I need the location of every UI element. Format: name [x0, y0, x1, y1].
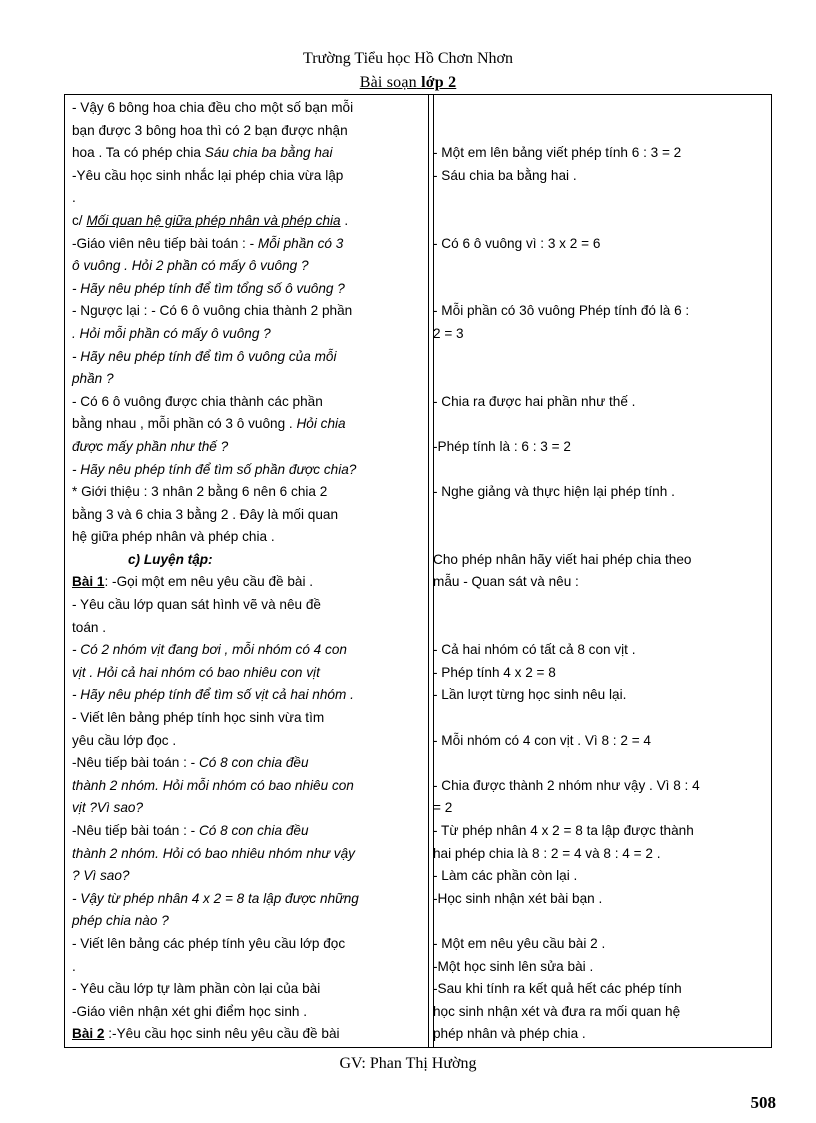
text: : -Gọi một em nêu yêu cầu đề bài .: [104, 574, 314, 590]
line: - Hãy nêu phép tính để tìm tổng số ô vuông ?: [72, 280, 345, 296]
line: - Hãy nêu phép tính để tìm ô vuông của mỗi: [72, 348, 337, 364]
line: [72, 233, 424, 256]
text: -Nêu tiếp bài toán : -: [72, 755, 199, 771]
line: -Sau khi tính ra kết quả hết các phép tính: [433, 981, 682, 997]
text: bằng nhau , mỗi phần có 3 ô vuông .: [72, 416, 297, 432]
line: = 2: [433, 800, 453, 816]
line: phép nhân và phép chia .: [433, 1026, 586, 1042]
line: -Phép tính là : 6 : 3 = 2: [433, 438, 571, 454]
line: - Mỗi phần có 3ô vuông Phép tính đó là 6 :: [433, 303, 690, 319]
line: -Giáo viên nhận xét ghi điểm học sinh .: [72, 1003, 308, 1019]
line: [72, 752, 424, 775]
line: - Vậy 6 bông hoa chia đều cho một số bạn mỗi: [72, 100, 354, 115]
text: .: [340, 212, 349, 228]
line: phép chia nào ?: [72, 913, 169, 929]
line: - Có 6 ô vuông được chia thành các phần: [72, 393, 323, 409]
line: - Hãy nêu phép tính để tìm số phần được chia?: [72, 461, 357, 477]
line: hai phép chia là 8 : 2 = 4 và 8 : 4 = 2 .: [433, 845, 661, 861]
text: -Nêu tiếp bài toán : -: [72, 823, 199, 838]
page-number: 508: [750, 1093, 776, 1112]
text: c/: [72, 212, 87, 228]
line: . Hỏi mỗi phần có mấy ô vuông ?: [72, 325, 271, 341]
line: - Ngược lại : - Có 6 ô vuông chia thành 2 phần: [72, 303, 353, 319]
line: - Mỗi nhóm có 4 con vịt . Vì 8 : 2 = 4: [433, 732, 651, 748]
line: - Chia được thành 2 nhóm như vậy . Vì 8 : 4: [433, 777, 700, 793]
line: [72, 571, 424, 594]
exercise-1-label: Bài 1: [72, 574, 105, 590]
text: Hỏi chia: [296, 416, 346, 432]
section-heading: Mối quan hệ giữa phép nhân và phép chia: [86, 212, 341, 228]
line: - Nghe giảng và thực hiện lại phép tính .: [433, 484, 675, 500]
teacher-activities-column: [72, 97, 424, 1046]
line: 2 = 3: [433, 325, 464, 341]
line: ? Vì sao?: [72, 868, 130, 884]
text: Sáu chia ba bằng hai: [204, 145, 333, 161]
line: -Một học sinh lên sửa bài .: [433, 958, 594, 974]
line: phần ?: [72, 371, 114, 387]
line: thành 2 nhóm. Hỏi mỗi nhóm có bao nhiêu con: [72, 777, 354, 793]
line: - Có 2 nhóm vịt đang bơi , mỗi nhóm có 4 con: [72, 642, 347, 658]
line: - Có 6 ô vuông vì : 3 x 2 = 6: [433, 235, 601, 251]
plan-prefix: Bài soạn: [359, 74, 417, 91]
school-name: Trường Tiểu học Hồ Chơn Nhơn: [303, 50, 513, 67]
line: học sinh nhận xét và đưa ra mối quan hệ: [433, 1003, 681, 1019]
line: * Giới thiệu : 3 nhân 2 bằng 6 nên 6 chia 2: [72, 484, 328, 500]
line: vịt . Hỏi cả hai nhóm có bao nhiêu con vịt: [72, 664, 320, 680]
line: .: [72, 190, 76, 206]
text: Mỗi phần có 3: [257, 235, 344, 251]
lesson-plan-title: [0, 74, 816, 92]
line: - Chia ra được hai phần như thế .: [433, 393, 636, 409]
text: :-Yêu cầu học sinh nêu yêu cầu đề bài: [104, 1026, 340, 1042]
line: [72, 142, 424, 165]
line: yêu cầu lớp đọc .: [72, 732, 177, 748]
line: - Viết lên bảng phép tính học sinh vừa tìm: [72, 710, 325, 726]
line: - Yêu cầu lớp tự làm phần còn lại của bài: [72, 981, 321, 997]
line: - Vậy từ phép nhân 4 x 2 = 8 ta lập được những: [72, 890, 359, 906]
line: mẫu - Quan sát và nêu :: [433, 574, 579, 590]
line: - Hãy nêu phép tính để tìm số vịt cả hai nhóm .: [72, 687, 354, 703]
line: thành 2 nhóm. Hỏi có bao nhiêu nhóm như vậy: [72, 845, 355, 861]
line: [72, 413, 424, 436]
line: bằng 3 và 6 chia 3 bằng 2 . Đây là mối quan: [72, 506, 339, 522]
line: được mấy phần như thế ?: [72, 438, 229, 454]
line: -Học sinh nhận xét bài bạn .: [433, 890, 603, 906]
line: - Yêu cầu lớp quan sát hình vẽ và nêu đề: [72, 597, 321, 613]
text: -Giáo viên nêu tiếp bài toán : -: [72, 235, 258, 251]
line: - Viết lên bảng các phép tính yêu cầu lớp đọc: [72, 935, 346, 951]
text: Có 8 con chia đều: [198, 755, 309, 771]
text: hoa . Ta có phép chia: [72, 145, 205, 161]
line: - Từ phép nhân 4 x 2 = 8 ta lập được thành: [433, 823, 694, 838]
line: - Làm các phần còn lại .: [433, 868, 578, 884]
line: Cho phép nhân hãy viết hai phép chia theo: [433, 551, 692, 567]
student-activities-column: [433, 97, 769, 1046]
line: - Lần lượt từng học sinh nêu lại.: [433, 687, 627, 703]
exercise-2-label: Bài 2: [72, 1026, 105, 1042]
line: -Yêu cầu học sinh nhắc lại phép chia vừa lập: [72, 167, 344, 183]
line: [72, 1023, 424, 1046]
line: - Phép tính 4 x 2 = 8: [433, 664, 556, 680]
line: [72, 820, 424, 843]
line: - Một em nêu yêu cầu bài 2 .: [433, 935, 606, 951]
line: vịt ?Vì sao?: [72, 800, 144, 816]
plan-grade: lớp 2: [421, 74, 457, 91]
line: toán .: [72, 619, 107, 635]
line: hệ giữa phép nhân và phép chia .: [72, 529, 275, 545]
practice-heading: c) Luyện tập:: [128, 551, 213, 567]
line: bạn được 3 bông hoa thì có 2 bạn được nhận: [72, 122, 348, 138]
line: [72, 210, 424, 233]
teacher-name: GV: Phan Thị Hường: [339, 1055, 477, 1072]
line: ô vuông . Hỏi 2 phần có mấy ô vuông ?: [72, 258, 309, 274]
line: .: [72, 958, 76, 974]
text: Có 8 con chia đều: [198, 823, 309, 838]
line: - Sáu chia ba bằng hai .: [433, 167, 577, 183]
line: - Một em lên bảng viết phép tính 6 : 3 = 2: [433, 145, 682, 161]
line: - Cả hai nhóm có tất cả 8 con vịt .: [433, 642, 636, 658]
lesson-table: [64, 94, 772, 1048]
